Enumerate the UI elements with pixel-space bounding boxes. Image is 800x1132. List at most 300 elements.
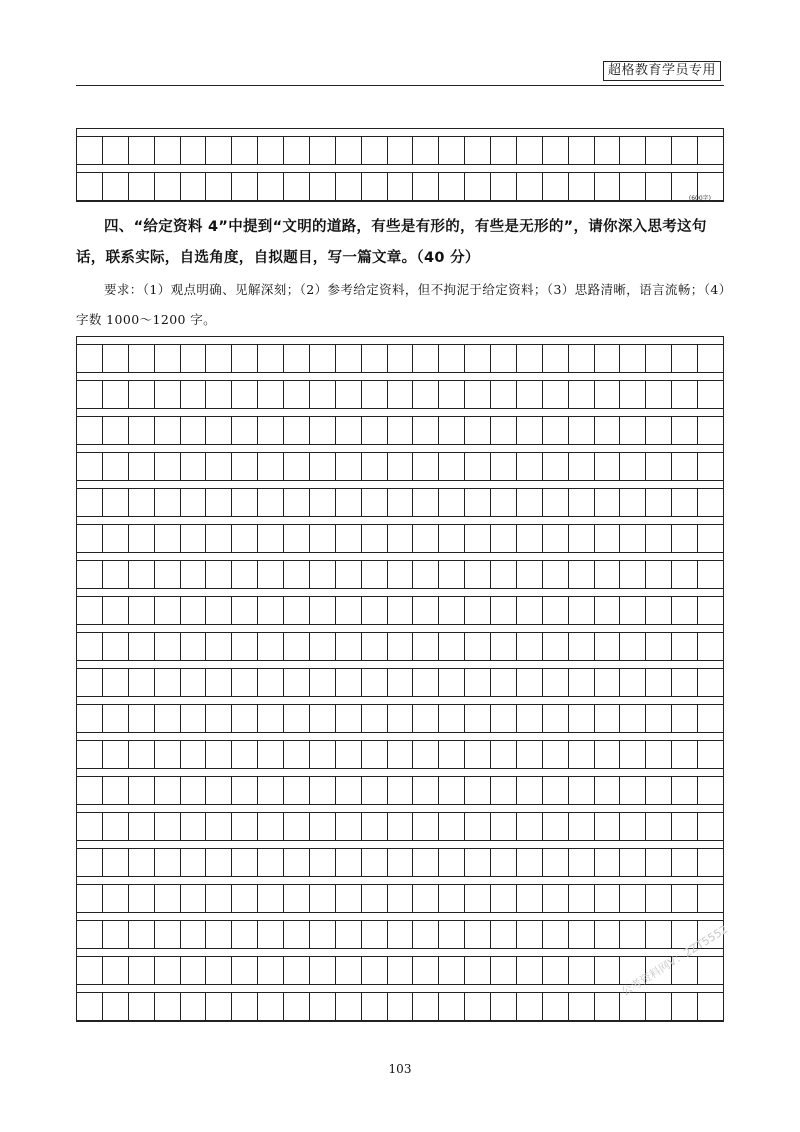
grid-cell[interactable] — [362, 957, 388, 984]
grid-cell[interactable] — [310, 561, 336, 588]
grid-cell[interactable] — [388, 849, 414, 876]
grid-cell[interactable] — [362, 849, 388, 876]
grid-cell[interactable] — [362, 993, 388, 1020]
grid-cell[interactable] — [439, 813, 465, 840]
grid-cell[interactable] — [362, 173, 388, 200]
grid-cell[interactable] — [258, 705, 284, 732]
grid-cell[interactable] — [258, 885, 284, 912]
grid-cell[interactable] — [206, 453, 232, 480]
grid-cell[interactable] — [310, 921, 336, 948]
grid-cell[interactable] — [517, 633, 543, 660]
grid-cell[interactable] — [362, 137, 388, 164]
grid-cell[interactable] — [620, 489, 646, 516]
grid-cell[interactable] — [620, 669, 646, 696]
grid-cell[interactable] — [336, 561, 362, 588]
grid-cell[interactable] — [413, 849, 439, 876]
grid-cell[interactable] — [103, 381, 129, 408]
grid-cell[interactable] — [155, 345, 181, 372]
grid-cell[interactable] — [517, 849, 543, 876]
grid-cell[interactable] — [491, 525, 517, 552]
grid-cell[interactable] — [465, 417, 491, 444]
grid-cell[interactable] — [569, 885, 595, 912]
grid-cell[interactable] — [103, 417, 129, 444]
grid-cell[interactable] — [413, 633, 439, 660]
grid-cell[interactable] — [232, 597, 258, 624]
grid-cell[interactable] — [206, 921, 232, 948]
grid-cell[interactable] — [206, 885, 232, 912]
grid-cell[interactable] — [439, 173, 465, 200]
grid-cell[interactable] — [413, 137, 439, 164]
grid-cell[interactable] — [517, 885, 543, 912]
grid-cell[interactable] — [465, 633, 491, 660]
grid-cell[interactable] — [155, 453, 181, 480]
grid-cell[interactable] — [336, 173, 362, 200]
grid-cell[interactable] — [155, 669, 181, 696]
grid-cell[interactable] — [206, 597, 232, 624]
grid-cell[interactable] — [646, 597, 672, 624]
grid-cell[interactable] — [181, 345, 207, 372]
grid-cell[interactable] — [258, 345, 284, 372]
grid-cell[interactable] — [362, 453, 388, 480]
grid-cell[interactable] — [362, 705, 388, 732]
grid-cell[interactable] — [284, 849, 310, 876]
grid-cell[interactable] — [362, 561, 388, 588]
grid-cell[interactable] — [439, 741, 465, 768]
grid-cell[interactable] — [620, 345, 646, 372]
grid-cell[interactable] — [155, 777, 181, 804]
grid-cell[interactable] — [336, 633, 362, 660]
grid-cell[interactable] — [517, 345, 543, 372]
grid-cell[interactable] — [258, 173, 284, 200]
grid-cell[interactable] — [465, 381, 491, 408]
grid-cell[interactable] — [465, 489, 491, 516]
grid-cell[interactable] — [672, 381, 698, 408]
grid-cell[interactable] — [595, 705, 621, 732]
grid-cell[interactable] — [698, 597, 723, 624]
grid-cell[interactable] — [569, 525, 595, 552]
grid-cell[interactable] — [181, 633, 207, 660]
grid-cell[interactable] — [543, 705, 569, 732]
grid-cell[interactable] — [491, 633, 517, 660]
grid-cell[interactable] — [569, 921, 595, 948]
grid-cell[interactable] — [491, 777, 517, 804]
grid-cell[interactable] — [465, 921, 491, 948]
grid-cell[interactable] — [77, 741, 103, 768]
grid-cell[interactable] — [569, 417, 595, 444]
grid-cell[interactable] — [362, 669, 388, 696]
grid-cell[interactable] — [232, 137, 258, 164]
grid-cell[interactable] — [672, 669, 698, 696]
grid-cell[interactable] — [388, 137, 414, 164]
grid-cell[interactable] — [543, 921, 569, 948]
grid-cell[interactable] — [491, 741, 517, 768]
grid-cell[interactable] — [388, 741, 414, 768]
grid-cell[interactable] — [77, 633, 103, 660]
grid-cell[interactable] — [206, 993, 232, 1020]
grid-cell[interactable] — [491, 137, 517, 164]
grid-cell[interactable] — [77, 417, 103, 444]
grid-cell[interactable] — [129, 885, 155, 912]
grid-cell[interactable] — [672, 633, 698, 660]
grid-cell[interactable] — [620, 381, 646, 408]
grid-cell[interactable] — [206, 633, 232, 660]
grid-cell[interactable] — [491, 561, 517, 588]
grid-cell[interactable] — [155, 813, 181, 840]
grid-cell[interactable] — [310, 957, 336, 984]
grid-cell[interactable] — [388, 957, 414, 984]
grid-cell[interactable] — [388, 633, 414, 660]
grid-cell[interactable] — [155, 137, 181, 164]
grid-cell[interactable] — [284, 597, 310, 624]
grid-cell[interactable] — [439, 777, 465, 804]
grid-cell[interactable] — [439, 381, 465, 408]
grid-cell[interactable] — [672, 561, 698, 588]
grid-cell[interactable] — [77, 137, 103, 164]
grid-cell[interactable] — [517, 525, 543, 552]
grid-cell[interactable] — [310, 137, 336, 164]
grid-cell[interactable] — [543, 381, 569, 408]
grid-cell[interactable] — [310, 417, 336, 444]
grid-cell[interactable] — [362, 741, 388, 768]
grid-cell[interactable] — [620, 597, 646, 624]
grid-cell[interactable] — [232, 489, 258, 516]
grid-cell[interactable] — [129, 777, 155, 804]
grid-cell[interactable] — [543, 597, 569, 624]
grid-cell[interactable] — [103, 993, 129, 1020]
grid-cell[interactable] — [103, 525, 129, 552]
grid-cell[interactable] — [362, 921, 388, 948]
grid-cell[interactable] — [543, 885, 569, 912]
grid-cell[interactable] — [388, 813, 414, 840]
grid-cell[interactable] — [620, 849, 646, 876]
grid-cell[interactable] — [698, 705, 723, 732]
grid-cell[interactable] — [569, 669, 595, 696]
grid-cell[interactable] — [698, 957, 723, 984]
grid-cell[interactable] — [620, 885, 646, 912]
grid-cell[interactable] — [439, 705, 465, 732]
grid-cell[interactable] — [77, 453, 103, 480]
grid-cell[interactable] — [595, 957, 621, 984]
grid-cell[interactable] — [439, 525, 465, 552]
grid-cell[interactable] — [491, 453, 517, 480]
grid-cell[interactable] — [103, 633, 129, 660]
grid-cell[interactable] — [181, 417, 207, 444]
grid-cell[interactable] — [232, 885, 258, 912]
grid-cell[interactable] — [103, 453, 129, 480]
grid-cell[interactable] — [491, 921, 517, 948]
grid-cell[interactable] — [465, 525, 491, 552]
grid-cell[interactable] — [517, 173, 543, 200]
grid-cell[interactable] — [77, 561, 103, 588]
grid-cell[interactable] — [569, 381, 595, 408]
grid-cell[interactable] — [129, 525, 155, 552]
grid-cell[interactable] — [543, 849, 569, 876]
grid-cell[interactable] — [284, 705, 310, 732]
grid-cell[interactable] — [336, 993, 362, 1020]
grid-cell[interactable] — [698, 849, 723, 876]
grid-cell[interactable] — [439, 561, 465, 588]
grid-cell[interactable] — [155, 921, 181, 948]
grid-cell[interactable] — [620, 453, 646, 480]
grid-cell[interactable] — [439, 993, 465, 1020]
grid-cell[interactable] — [646, 921, 672, 948]
grid-cell[interactable] — [413, 777, 439, 804]
grid-cell[interactable] — [439, 849, 465, 876]
grid-cell[interactable] — [388, 345, 414, 372]
grid-cell[interactable] — [284, 993, 310, 1020]
grid-cell[interactable] — [595, 489, 621, 516]
grid-cell[interactable] — [206, 849, 232, 876]
grid-cell[interactable] — [517, 921, 543, 948]
grid-cell[interactable] — [129, 957, 155, 984]
grid-cell[interactable] — [362, 381, 388, 408]
grid-cell[interactable] — [465, 885, 491, 912]
grid-cell[interactable] — [181, 669, 207, 696]
grid-cell[interactable] — [698, 137, 723, 164]
grid-cell[interactable] — [181, 813, 207, 840]
grid-cell[interactable] — [284, 885, 310, 912]
grid-cell[interactable] — [569, 993, 595, 1020]
grid-cell[interactable] — [206, 669, 232, 696]
grid-cell[interactable] — [362, 633, 388, 660]
grid-cell[interactable] — [232, 849, 258, 876]
grid-cell[interactable] — [491, 993, 517, 1020]
grid-cell[interactable] — [232, 525, 258, 552]
grid-cell[interactable] — [284, 921, 310, 948]
grid-cell[interactable] — [698, 417, 723, 444]
grid-cell[interactable] — [569, 957, 595, 984]
grid-cell[interactable] — [465, 849, 491, 876]
grid-cell[interactable] — [543, 345, 569, 372]
grid-cell[interactable] — [336, 957, 362, 984]
grid-cell[interactable] — [698, 345, 723, 372]
grid-cell[interactable] — [595, 173, 621, 200]
grid-cell[interactable] — [672, 813, 698, 840]
grid-cell[interactable] — [517, 561, 543, 588]
grid-cell[interactable] — [698, 885, 723, 912]
grid-cell[interactable] — [206, 417, 232, 444]
grid-cell[interactable] — [646, 777, 672, 804]
grid-cell[interactable] — [388, 705, 414, 732]
grid-cell[interactable] — [129, 597, 155, 624]
grid-cell[interactable] — [543, 453, 569, 480]
grid-cell[interactable] — [77, 813, 103, 840]
grid-cell[interactable] — [646, 489, 672, 516]
grid-cell[interactable] — [620, 813, 646, 840]
grid-cell[interactable] — [465, 777, 491, 804]
grid-cell[interactable] — [103, 921, 129, 948]
grid-cell[interactable] — [129, 669, 155, 696]
grid-cell[interactable] — [439, 885, 465, 912]
answer-grid-previous-question[interactable] — [76, 128, 724, 202]
grid-cell[interactable] — [646, 137, 672, 164]
grid-cell[interactable] — [258, 921, 284, 948]
grid-cell[interactable] — [543, 669, 569, 696]
grid-cell[interactable] — [258, 993, 284, 1020]
grid-cell[interactable] — [439, 137, 465, 164]
grid-cell[interactable] — [155, 489, 181, 516]
grid-cell[interactable] — [206, 741, 232, 768]
grid-cell[interactable] — [439, 345, 465, 372]
grid-cell[interactable] — [258, 597, 284, 624]
grid-cell[interactable] — [206, 489, 232, 516]
grid-cell[interactable] — [129, 741, 155, 768]
grid-cell[interactable] — [672, 345, 698, 372]
grid-cell[interactable] — [413, 381, 439, 408]
grid-cell[interactable] — [672, 705, 698, 732]
grid-cell[interactable] — [284, 489, 310, 516]
grid-cell[interactable] — [620, 525, 646, 552]
grid-cell[interactable] — [439, 417, 465, 444]
grid-cell[interactable] — [595, 993, 621, 1020]
grid-cell[interactable] — [310, 345, 336, 372]
grid-cell[interactable] — [129, 381, 155, 408]
grid-cell[interactable] — [465, 173, 491, 200]
grid-cell[interactable] — [77, 885, 103, 912]
grid-cell[interactable] — [77, 381, 103, 408]
grid-cell[interactable] — [491, 381, 517, 408]
grid-cell[interactable] — [620, 561, 646, 588]
grid-cell[interactable] — [465, 561, 491, 588]
grid-cell[interactable] — [517, 417, 543, 444]
grid-cell[interactable] — [672, 525, 698, 552]
grid-cell[interactable] — [336, 417, 362, 444]
grid-cell[interactable] — [258, 453, 284, 480]
grid-cell[interactable] — [491, 957, 517, 984]
grid-cell[interactable] — [77, 669, 103, 696]
grid-cell[interactable] — [388, 777, 414, 804]
grid-cell[interactable] — [465, 597, 491, 624]
grid-cell[interactable] — [569, 453, 595, 480]
grid-cell[interactable] — [517, 597, 543, 624]
grid-cell[interactable] — [206, 173, 232, 200]
grid-cell[interactable] — [103, 885, 129, 912]
grid-cell[interactable] — [206, 345, 232, 372]
grid-cell[interactable] — [310, 669, 336, 696]
grid-cell[interactable] — [129, 173, 155, 200]
grid-cell[interactable] — [620, 137, 646, 164]
grid-cell[interactable] — [77, 597, 103, 624]
grid-cell[interactable] — [543, 741, 569, 768]
grid-cell[interactable] — [284, 777, 310, 804]
grid-cell[interactable] — [155, 417, 181, 444]
grid-cell[interactable] — [439, 597, 465, 624]
grid-cell[interactable] — [413, 741, 439, 768]
grid-cell[interactable] — [103, 173, 129, 200]
grid-cell[interactable] — [388, 525, 414, 552]
grid-cell[interactable] — [672, 417, 698, 444]
grid-cell[interactable] — [620, 741, 646, 768]
grid-cell[interactable] — [336, 525, 362, 552]
grid-cell[interactable] — [258, 957, 284, 984]
grid-cell[interactable] — [698, 489, 723, 516]
grid-cell[interactable] — [284, 561, 310, 588]
grid-cell[interactable] — [232, 957, 258, 984]
grid-cell[interactable] — [413, 885, 439, 912]
grid-cell[interactable] — [181, 561, 207, 588]
grid-cell[interactable] — [517, 381, 543, 408]
grid-cell[interactable] — [569, 633, 595, 660]
grid-cell[interactable] — [77, 957, 103, 984]
grid-cell[interactable] — [336, 597, 362, 624]
grid-cell[interactable] — [206, 137, 232, 164]
grid-cell[interactable] — [491, 849, 517, 876]
grid-cell[interactable] — [646, 885, 672, 912]
grid-cell[interactable] — [336, 381, 362, 408]
grid-cell[interactable] — [155, 173, 181, 200]
grid-cell[interactable] — [620, 921, 646, 948]
grid-cell[interactable] — [595, 885, 621, 912]
grid-cell[interactable] — [413, 561, 439, 588]
grid-cell[interactable] — [258, 489, 284, 516]
grid-cell[interactable] — [595, 849, 621, 876]
grid-cell[interactable] — [672, 849, 698, 876]
grid-cell[interactable] — [543, 417, 569, 444]
grid-cell[interactable] — [698, 669, 723, 696]
grid-cell[interactable] — [103, 597, 129, 624]
grid-cell[interactable] — [569, 705, 595, 732]
grid-cell[interactable] — [258, 561, 284, 588]
grid-cell[interactable] — [181, 921, 207, 948]
grid-cell[interactable] — [181, 489, 207, 516]
grid-cell[interactable] — [569, 345, 595, 372]
grid-cell[interactable] — [258, 137, 284, 164]
grid-cell[interactable] — [491, 489, 517, 516]
grid-cell[interactable] — [310, 381, 336, 408]
grid-cell[interactable] — [310, 489, 336, 516]
grid-cell[interactable] — [284, 173, 310, 200]
grid-cell[interactable] — [543, 489, 569, 516]
grid-cell[interactable] — [672, 137, 698, 164]
grid-cell[interactable] — [336, 705, 362, 732]
grid-cell[interactable] — [646, 561, 672, 588]
grid-cell[interactable] — [103, 137, 129, 164]
grid-cell[interactable] — [672, 741, 698, 768]
grid-cell[interactable] — [336, 849, 362, 876]
grid-cell[interactable] — [310, 993, 336, 1020]
grid-cell[interactable] — [336, 921, 362, 948]
grid-cell[interactable] — [181, 741, 207, 768]
grid-cell[interactable] — [155, 597, 181, 624]
grid-cell[interactable] — [413, 417, 439, 444]
grid-cell[interactable] — [388, 417, 414, 444]
grid-cell[interactable] — [646, 705, 672, 732]
grid-cell[interactable] — [181, 597, 207, 624]
grid-cell[interactable] — [620, 705, 646, 732]
grid-cell[interactable] — [595, 345, 621, 372]
grid-cell[interactable] — [595, 597, 621, 624]
grid-cell[interactable] — [698, 993, 723, 1020]
grid-cell[interactable] — [155, 957, 181, 984]
grid-cell[interactable] — [465, 957, 491, 984]
grid-cell[interactable] — [465, 993, 491, 1020]
grid-cell[interactable] — [103, 849, 129, 876]
grid-cell[interactable] — [336, 137, 362, 164]
grid-cell[interactable] — [439, 453, 465, 480]
grid-cell[interactable] — [284, 453, 310, 480]
grid-cell[interactable] — [698, 561, 723, 588]
grid-cell[interactable] — [413, 489, 439, 516]
grid-cell[interactable] — [698, 633, 723, 660]
grid-cell[interactable] — [413, 669, 439, 696]
grid-cell[interactable] — [362, 813, 388, 840]
grid-cell[interactable] — [595, 741, 621, 768]
grid-cell[interactable] — [465, 669, 491, 696]
grid-cell[interactable] — [232, 173, 258, 200]
grid-cell[interactable] — [517, 453, 543, 480]
grid-cell[interactable] — [362, 489, 388, 516]
grid-cell[interactable] — [491, 705, 517, 732]
